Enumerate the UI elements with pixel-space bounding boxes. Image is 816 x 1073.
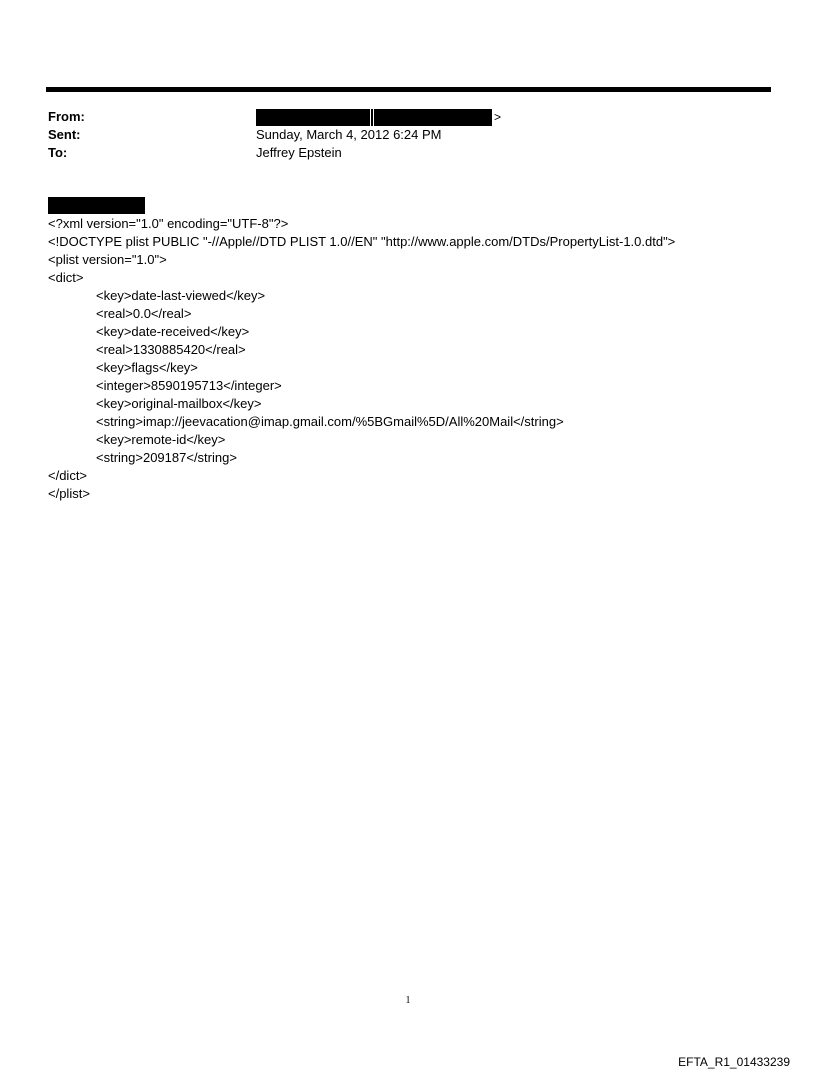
- to-label: To:: [48, 145, 68, 160]
- email-header: [48, 108, 748, 162]
- email-body: [48, 215, 788, 503]
- document-id: EFTA_R1_01433239: [678, 1055, 790, 1069]
- body-line: <key>original-mailbox</key>: [96, 396, 262, 411]
- body-line: <key>date-last-viewed</key>: [96, 288, 266, 303]
- body-line: <key>remote-id</key>: [96, 432, 226, 447]
- from-label: From:: [48, 109, 85, 124]
- body-line: </dict>: [48, 468, 88, 483]
- page-number: 1: [405, 995, 411, 1006]
- body-line: <dict>: [48, 270, 84, 285]
- header-rule: [46, 87, 771, 92]
- to-row: [48, 144, 748, 162]
- from-address-suffix: >: [494, 110, 502, 124]
- body-line: <key>flags</key>: [96, 360, 198, 375]
- body-line: <real>0.0</real>: [96, 306, 192, 321]
- body-line: <key>date-received</key>: [96, 324, 250, 339]
- body-line: <plist version="1.0">: [48, 252, 167, 267]
- from-row: [48, 108, 748, 126]
- redaction-box: [256, 109, 370, 126]
- sent-value: Sunday, March 4, 2012 6:24 PM: [256, 127, 442, 142]
- body-line: </plist>: [48, 486, 90, 501]
- body-line: <!DOCTYPE plist PUBLIC "-//Apple//DTD PLIST 1.0//EN" "http://www.apple.com/DTDs/PropertyList-1.0.dtd">: [48, 234, 676, 249]
- body-line: <string>imap://jeevacation@imap.gmail.com/%5BGmail%5D/All%20Mail</string>: [96, 414, 564, 429]
- sent-label: Sent:: [48, 127, 81, 142]
- to-value: Jeffrey Epstein: [256, 145, 342, 160]
- body-line: <?xml version="1.0" encoding="UTF-8"?>: [48, 216, 289, 231]
- body-line: <integer>8590195713</integer>: [96, 378, 282, 393]
- sent-row: [48, 126, 748, 144]
- redaction-box: [374, 109, 492, 126]
- subject-redaction-box: [48, 197, 145, 214]
- body-line: <string>209187</string>: [96, 450, 237, 465]
- redaction-box: [371, 109, 373, 126]
- body-line: <real>1330885420</real>: [96, 342, 246, 357]
- from-value: [256, 108, 501, 126]
